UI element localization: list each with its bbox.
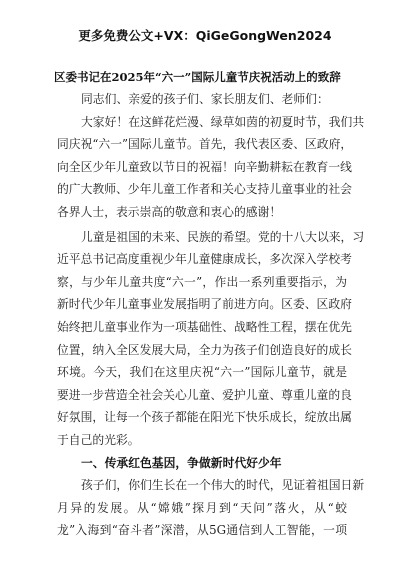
paragraph-line: 同庆祝“六一”国际儿童节。首先，我代表区委、区政府， (57, 137, 353, 152)
paragraph-line: 各界人士，表示崇高的敬意和衷心的感谢！ (57, 204, 282, 219)
document-body (57, 88, 365, 542)
paragraph-line: 于自己的光彩。 (57, 432, 140, 447)
section-heading: 一、传承红色基因，争做新时代好少年 (81, 455, 282, 470)
document-title: 区委书记在2025年“六一”国际儿童节庆祝活动上的致辞 (54, 70, 341, 84)
paragraph-line: 新时代少年儿童事业发展指明了前进方向。区委、区政府 (57, 297, 352, 312)
paragraph-line: 位置，纳入全区发展大局，全力为孩子们创造良好的成长 (57, 342, 352, 357)
paragraph-1 (57, 111, 365, 224)
paragraph-line: 好氛围，让每一个孩子都能在阳光下快乐成长，绽放出属 (57, 410, 352, 425)
paragraph-line: 向全区少年儿童致以节日的祝福！向辛勤耕耘在教育一线 (57, 159, 352, 174)
paragraph-line: 大家好！在这鲜花烂漫、绿草如茵的初夏时节，我们共 (81, 114, 365, 129)
paragraph-line: 的广大教师、少年儿童工作者和关心支持儿童事业的社会 (57, 182, 352, 197)
paragraph-line: 要进一步营造全社会关心儿童、爱护儿童、尊重儿童的良 (57, 387, 352, 402)
salutation: 同志们、亲爱的孩子们、家长朋友们、老师们： (81, 92, 329, 106)
paragraph-3 (57, 474, 365, 542)
paragraph-line: 孩子们，你们生长在一个伟大的时代，见证着祖国日新 (81, 478, 365, 493)
paragraph-line: 始终把儿童事业作为一项基础性、战略性工程，摆在优先 (57, 319, 352, 334)
header-watermark-text: 更多免费公文+VX：QiGeGongWen2024 (78, 28, 332, 43)
paragraph-2 (57, 226, 365, 452)
paragraph-line: 龙”入海到“奋斗者”深潜，从5G通信到人工智能，一项 (57, 523, 347, 538)
paragraph-line: 月异的发展。从“嫦娥”探月到“天问”落火，从“蛟 (57, 500, 347, 515)
paragraph-line: 察，与少年儿童共度“六一”，作出一系列重要指示，为 (57, 274, 347, 289)
paragraph-line: 环境。今天，我们在这里庆祝“六一”国际儿童节，就是 (57, 365, 347, 380)
paragraph-line: 儿童是祖国的未来、民族的希望。党的十八大以来，习 (81, 229, 365, 244)
paragraph-line: 近平总书记高度重视少年儿童健康成长，多次深入学校考 (57, 252, 352, 267)
